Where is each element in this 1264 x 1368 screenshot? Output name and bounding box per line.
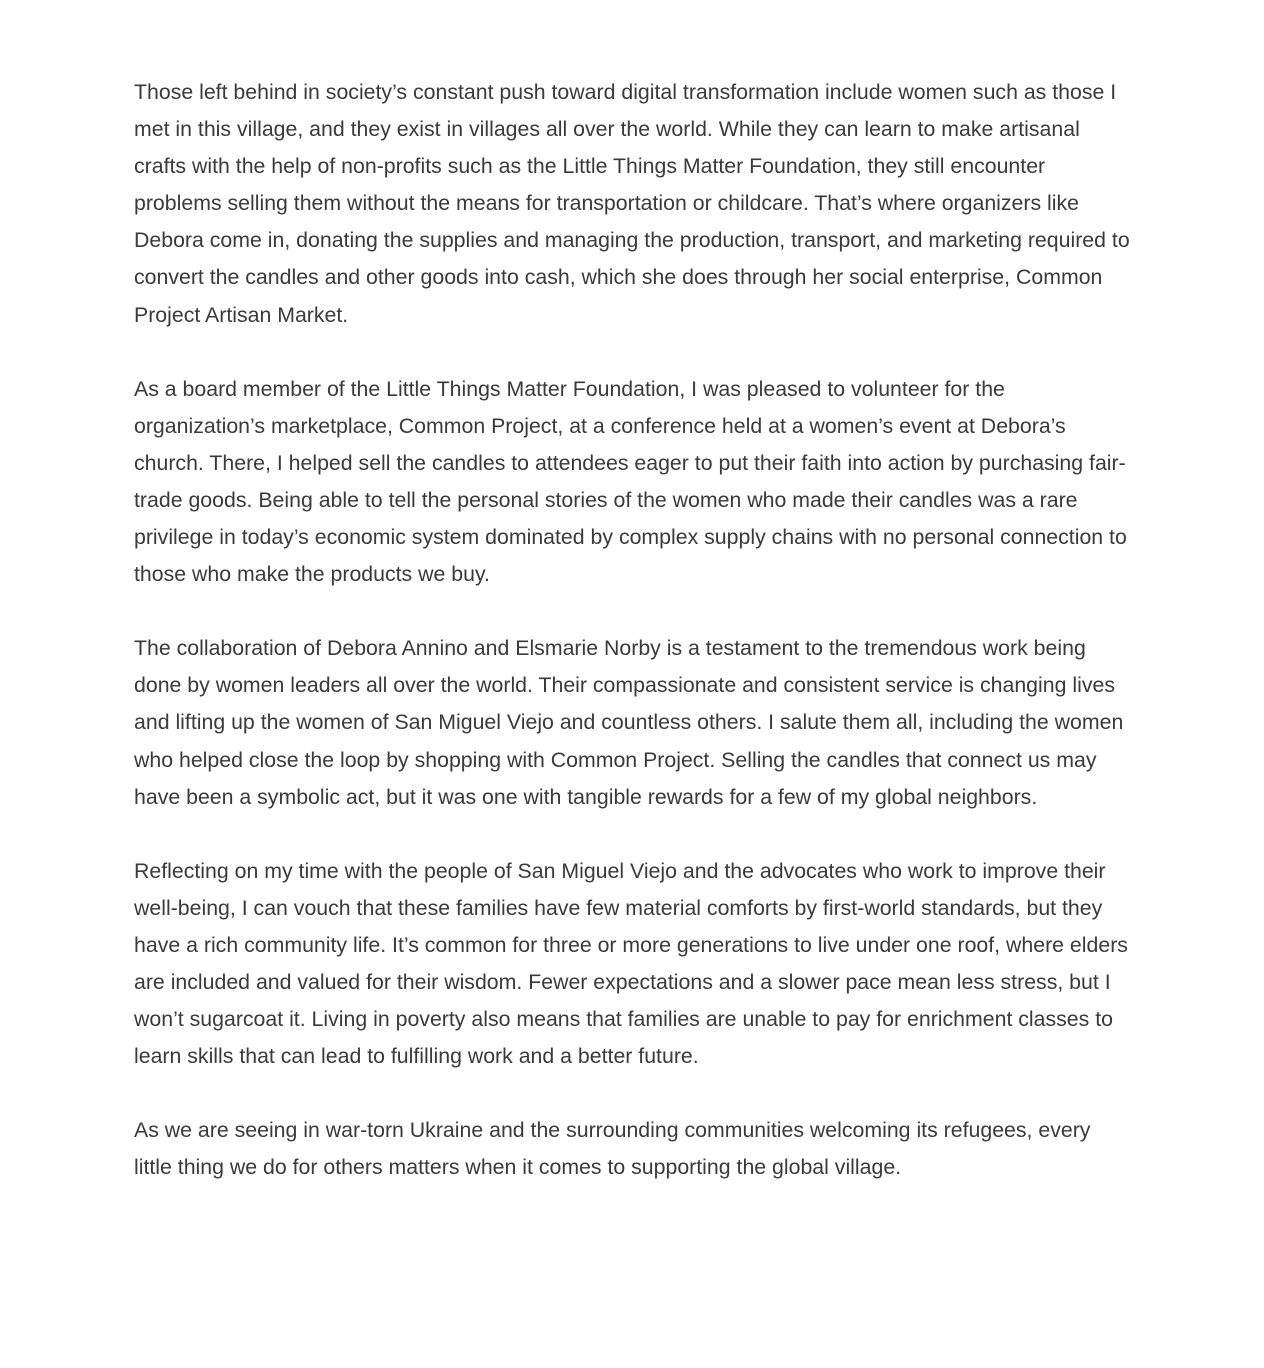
paragraph-digital-transformation: Those left behind in society’s constant push toward digital transformation include women such as those I met in this village, and they exist in villages all over the world. While they can learn to make artisanal crafts with the help of non-profits such as the Little Things Matter Foundation, they still encounter problems selling them without the means for transportation or childcare. That’s where organizers like Debora come in, donating the supplies and managing the production, transport, and marketing required to convert the candles and other goods into cash, which she does through her social enterprise, Common Project Artisan Market. (134, 80, 1130, 327)
paragraph-global-village: As we are seeing in war-torn Ukraine and the surrounding communities welcoming its refugees, every little thing we do for others matters when it comes to supporting the global village. (134, 1118, 1091, 1180)
article-body (134, 74, 1134, 1223)
paragraph-reflecting: Reflecting on my time with the people of San Miguel Viejo and the advocates who work to improve their well-being, I can vouch that these families have few material comforts by first-world standards, but they have a rich community life. It’s common for three or more generations to live under one roof, where elders are included and valued for their wisdom. Fewer expectations and a slower pace mean less stress, but I won’t sugarcoat it. Living in poverty also means that families are unable to pay for enrichment classes to learn skills that can lead to fulfilling work and a better future. (134, 858, 1128, 1069)
paragraph-collaboration: The collaboration of Debora Annino and Elsmarie Norby is a testament to the tremendous work being done by women leaders all over the world. Their compassionate and consistent service is changing lives and lifting up the women of San Miguel Viejo and countless others. I salute them all, including the women who helped close the loop by shopping with Common Project. Selling the candles that connect us may have been a symbolic act, but it was one with tangible rewards for a few of my global neighbors. (134, 636, 1124, 809)
paragraph-board-member: As a board member of the Little Things Matter Foundation, I was pleased to volunteer for the organization’s marketplace, Common Project, at a conference held at a women’s event at Debora’s church. There, I helped sell the candles to attendees eager to put their faith into action by purchasing fair-trade goods. Being able to tell the personal stories of the women who made their candles was a rare privilege in today’s economic system dominated by complex supply chains with no personal connection to those who make the products we buy. (134, 376, 1127, 587)
